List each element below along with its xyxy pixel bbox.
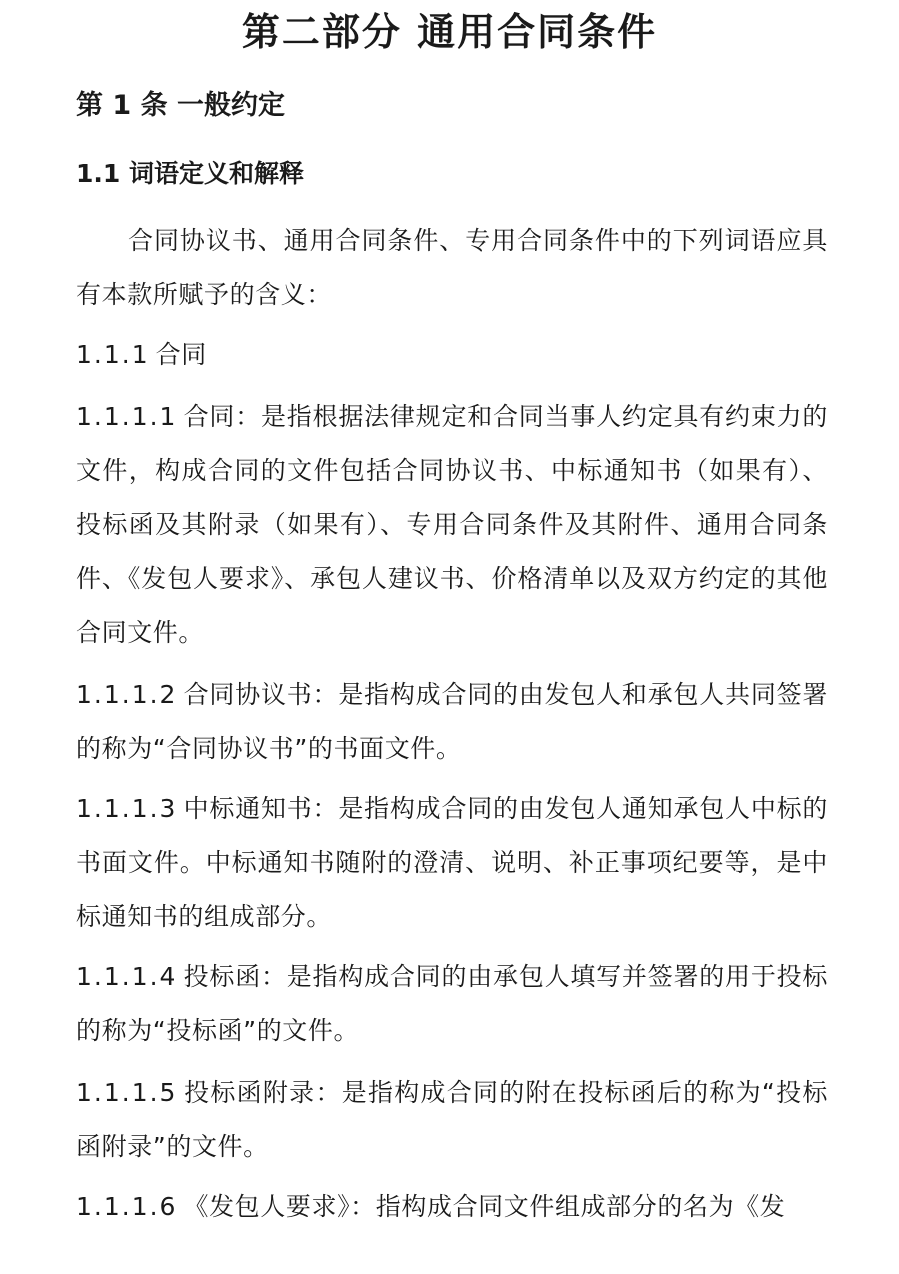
clause-text: 合同协议书：是指构成合同的由发包人和承包人共同签署的称为“合同协议书”的书面文件。	[76, 680, 828, 763]
clause-text: 合同：是指根据法律规定和合同当事人约定具有约束力的文件，构成合同的文件包括合同协议书、中标通知书（如果有）、投标函及其附录（如果有）、专用合同条件及其附件、通用合同条件、《发包人要求》、承包人建议书、价格清单以及双方约定的其他合同文件。	[76, 402, 828, 647]
clause-number: 1.1.1	[76, 340, 150, 369]
clause-number: 1.1.1.2	[76, 680, 178, 709]
clause-1-1-1-5	[76, 1066, 828, 1174]
clause-number: 1.1.1.3	[76, 794, 178, 823]
clause-number: 1.1.1.5	[76, 1078, 178, 1107]
clause-number: 1.1.1.1	[76, 402, 178, 431]
section-heading: 1.1 词语定义和解释	[76, 159, 304, 188]
clause-text: 投标函附录：是指构成合同的附在投标函后的称为“投标函附录”的文件。	[76, 1078, 828, 1161]
clause-1-1-1-2	[76, 668, 828, 776]
clause-text: 合同	[155, 340, 207, 369]
clause-1-1-1	[76, 328, 828, 382]
document-title: 第二部分 通用合同条件	[241, 10, 658, 54]
clause-1-1-1-4	[76, 950, 828, 1058]
clause-1-1-1-3	[76, 782, 828, 944]
article-heading: 第 1 条 一般约定	[76, 90, 285, 121]
clause-1-1-1-1	[76, 390, 828, 660]
clause-number: 1.1.1.6	[76, 1192, 178, 1221]
clause-1-1-1-6	[76, 1180, 828, 1234]
clause-number: 1.1.1.4	[76, 962, 178, 991]
clause-text: 《发包人要求》：指构成合同文件组成部分的名为《发	[183, 1192, 786, 1221]
intro-paragraph: 合同协议书、通用合同条件、专用合同条件中的下列词语应具有本款所赋予的含义：	[76, 226, 828, 309]
clause-text: 中标通知书：是指构成合同的由发包人通知承包人中标的书面文件。中标通知书随附的澄清、说明、补正事项纪要等，是中标通知书的组成部分。	[76, 794, 828, 931]
clause-text: 投标函：是指构成合同的由承包人填写并签署的用于投标的称为“投标函”的文件。	[76, 962, 828, 1045]
